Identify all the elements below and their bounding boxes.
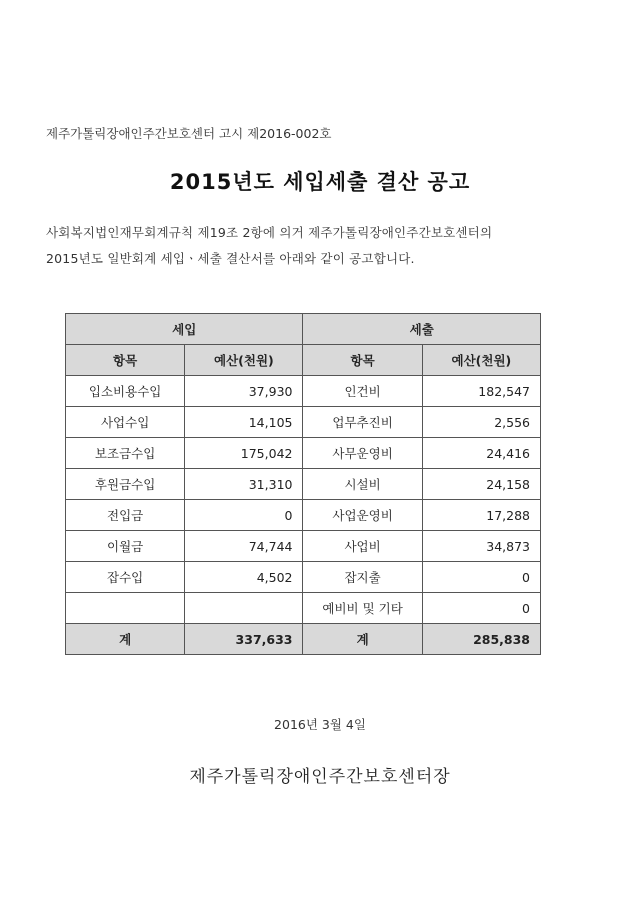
table-row [66,376,541,407]
revenue-amount: 175,042 [185,438,303,469]
expenditure-amount: 182,547 [422,376,540,407]
signer-name: 제주가톨릭장애인주간보호센터장 [189,767,451,787]
notice-line: 제주가톨릭장애인주간보호센터 고시 제2016-002호 [46,126,332,141]
revenue-item: 후원금수입 [66,469,185,500]
notice-date: 2016년 3월 4일 [274,717,366,732]
revenue-item: 사업수입 [66,407,185,438]
document-title: 2015년도 세입세출 결산 공고 [169,170,471,194]
revenue-amount: 14,105 [185,407,303,438]
expenditure-item: 인건비 [303,376,422,407]
revenue-item-header: 항목 [66,345,185,376]
table-row [66,531,541,562]
group-header-row [66,314,541,345]
expenditure-amount: 34,873 [422,531,540,562]
expenditure-item: 예비비 및 기타 [303,593,422,624]
expenditure-item: 사업비 [303,531,422,562]
expenditure-item-header: 항목 [303,345,422,376]
expenditure-amount: 0 [422,562,540,593]
revenue-amount [185,593,303,624]
expenditure-item: 사업운영비 [303,500,422,531]
expenditure-item: 시설비 [303,469,422,500]
expenditure-amount: 24,158 [422,469,540,500]
expenditure-amount: 0 [422,593,540,624]
expenditure-header: 세출 [303,314,541,345]
revenue-amount: 4,502 [185,562,303,593]
intro-line-1: 사회복지법인재무회계규칙 제19조 2항에 의거 제주가톨릭장애인주간보호센터의 [46,225,493,240]
table-row [66,593,541,624]
expenditure-amount: 2,556 [422,407,540,438]
table-row [66,469,541,500]
expenditure-total-label: 계 [303,624,422,655]
intro-paragraph [46,220,606,272]
revenue-amount-header: 예산(천원) [185,345,303,376]
expenditure-item: 잡지출 [303,562,422,593]
revenue-item: 전입금 [66,500,185,531]
settlement-table [65,313,541,655]
revenue-amount: 31,310 [185,469,303,500]
expenditure-item: 사무운영비 [303,438,422,469]
total-row [66,624,541,655]
revenue-item: 이월금 [66,531,185,562]
revenue-item [66,593,185,624]
table-row [66,500,541,531]
expenditure-amount-header: 예산(천원) [422,345,540,376]
table-row [66,407,541,438]
revenue-amount: 0 [185,500,303,531]
revenue-item: 입소비용수입 [66,376,185,407]
revenue-amount: 37,930 [185,376,303,407]
sub-header-row [66,345,541,376]
table-row [66,562,541,593]
revenue-total-label: 계 [66,624,185,655]
expenditure-amount: 17,288 [422,500,540,531]
revenue-item: 잡수입 [66,562,185,593]
expenditure-amount: 24,416 [422,438,540,469]
expenditure-total-amount: 285,838 [422,624,540,655]
intro-line-2: 2015년도 일반회계 세입ㆍ세출 결산서를 아래와 같이 공고합니다. [46,251,415,266]
expenditure-item: 업무추진비 [303,407,422,438]
revenue-amount: 74,744 [185,531,303,562]
revenue-header: 세입 [66,314,303,345]
table-row [66,438,541,469]
revenue-total-amount: 337,633 [185,624,303,655]
revenue-item: 보조금수입 [66,438,185,469]
